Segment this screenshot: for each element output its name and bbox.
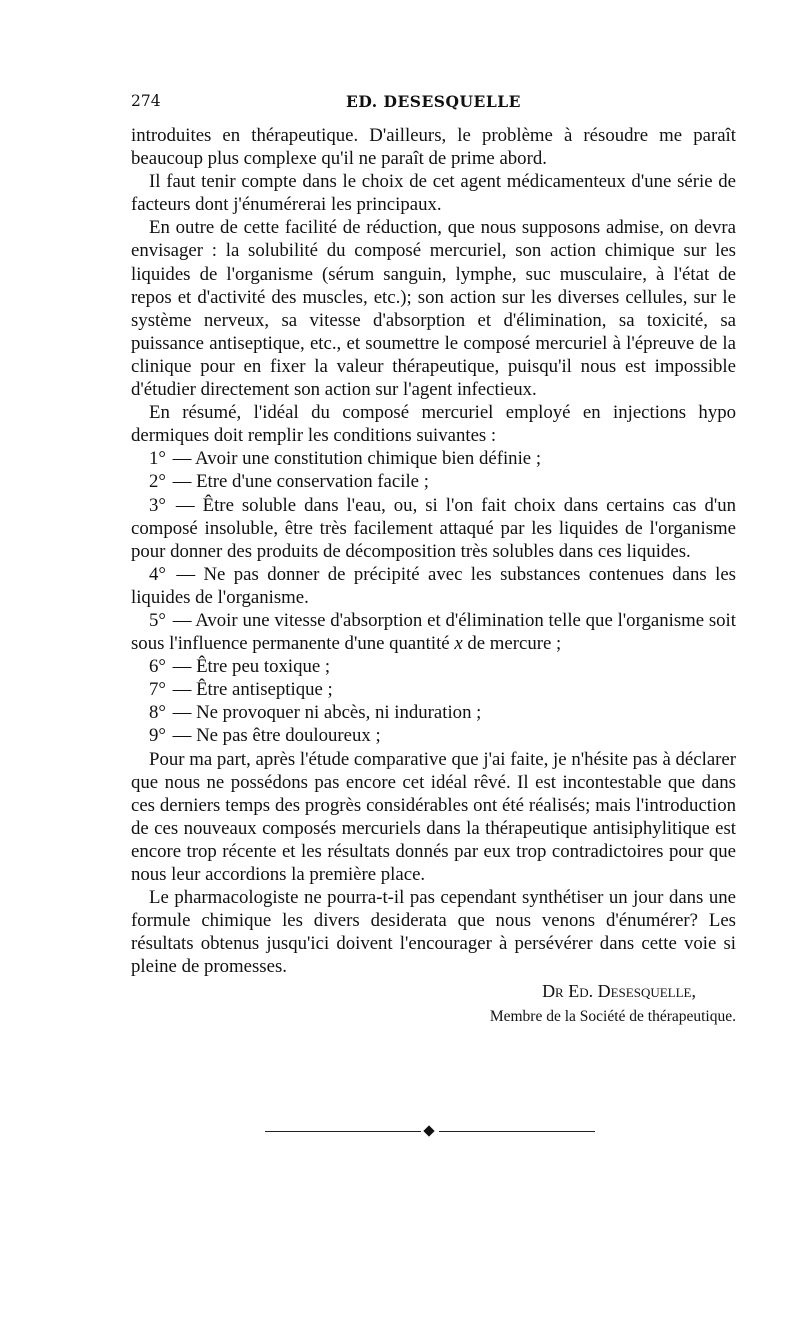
- paragraph: Pour ma part, après l'étude comparative que j'ai faite, je n'hésite pas à déclarer que nous ne possédons pas encore cet idéal rêvé. Il est incontestable que dans ces derniers temps des progrès considérables ont été réalisés; mais l'introduction de ces nouveaux composés mercuriels dans la thérapeutique antisiphylitique est encore trop récente et les résultats donnés par eux trop contradictoires pour que nous leur accordions la première place.: [131, 748, 736, 885]
- condition-item: [131, 470, 736, 493]
- end-divider: [265, 1126, 595, 1138]
- condition-item: [131, 701, 736, 724]
- condition-number: 9°: [149, 725, 166, 747]
- condition-number: 6°: [149, 656, 166, 678]
- paragraph: Il faut tenir compte dans le choix de cet agent médicamenteux d'une série de facteurs dont j'énumérerai les principaux.: [131, 171, 736, 216]
- variable-x: x: [454, 633, 463, 655]
- condition-text: — Être peu toxique ;: [172, 656, 331, 678]
- condition-item: [131, 655, 736, 678]
- paragraph: introduites en thérapeutique. D'ailleurs, le problème à résoudre me paraît beaucoup plus complexe qu'il ne paraît de prime abord.: [131, 125, 736, 170]
- author-affiliation: Membre de la Société de thérapeutique.: [489, 1007, 736, 1025]
- condition-text: — Ne provoquer ni abcès, ni induration ;: [172, 702, 482, 724]
- body-text: [131, 124, 736, 1028]
- paragraph: En résumé, l'idéal du composé mercuriel employé en injections hypo dermiques doit remplir les conditions suivantes :: [131, 402, 736, 447]
- condition-number: 7°: [149, 679, 166, 701]
- condition-text: — Avoir une constitution chimique bien définie ;: [172, 448, 542, 470]
- condition-item: [131, 563, 736, 609]
- diamond-ornament-icon: [423, 1125, 434, 1136]
- condition-number: 3°: [149, 494, 166, 516]
- condition-number: 5°: [149, 609, 166, 631]
- condition-text: — Ne pas être douloureux ;: [172, 725, 381, 747]
- paragraph: En outre de cette facilité de réduction, que nous supposons admise, on devra envisager : la solubilité du composé mercuriel, son action chimique sur les liquides de l'organisme (sérum sanguin, lymphe, suc musculaire, à l'état de repos et d'activité des muscles, etc.); son action sur les diverses cellules, sur le système nerveux, sa vitesse d'absorption et d'élimination, sa toxicité, sa puissance antiseptique, etc., et soumettre le composé mercuriel à l'épreuve de la clinique pour en fixer la valeur thérapeutique, puisqu'il nous est impossible d'étudier directement son action sur l'agent infectieux.: [131, 217, 736, 401]
- condition-text: de mercure ;: [462, 633, 562, 655]
- condition-number: 1°: [149, 448, 166, 470]
- page-number: 274: [131, 92, 161, 110]
- running-title: ED. DESESQUELLE: [346, 92, 521, 111]
- paragraph: Le pharmacologiste ne pourra-t-il pas cependant synthétiser un jour dans une formule chimique les divers desiderata que nous venons d'énumérer? Les résultats obtenus jusqu'ici doivent l'encourager à persévérer dans cette voie si pleine de promesses.: [131, 887, 736, 978]
- condition-item: [131, 724, 736, 747]
- condition-number: 8°: [149, 702, 166, 724]
- divider-line: [439, 1131, 595, 1132]
- condition-text: — Avoir une vitesse d'absorption et d'élimination telle que l'organisme soit sous l'influence permanente d'une quantité: [131, 609, 736, 655]
- divider-line: [265, 1131, 421, 1132]
- condition-number: 2°: [149, 471, 166, 493]
- condition-item: [131, 494, 736, 563]
- page-header: [131, 92, 736, 116]
- condition-item: [131, 447, 736, 470]
- condition-item: [131, 678, 736, 701]
- condition-number: 4°: [149, 563, 166, 585]
- author-signature: Dr Ed. Desesquelle,: [542, 981, 696, 1002]
- condition-text: — Etre d'une conservation facile ;: [172, 471, 429, 493]
- condition-text: — Ne pas donner de précipité avec les substances contenues dans les liquides de l'organisme.: [131, 563, 736, 608]
- condition-text: — Être soluble dans l'eau, ou, si l'on fait choix dans certains cas d'un composé insoluble, être très facilement attaqué par les liquides de l'organisme pour donner des produits de décomposition très solubles dans ces liquides.: [131, 494, 736, 562]
- condition-text: — Être antiseptique ;: [172, 679, 333, 701]
- condition-item: [131, 609, 736, 655]
